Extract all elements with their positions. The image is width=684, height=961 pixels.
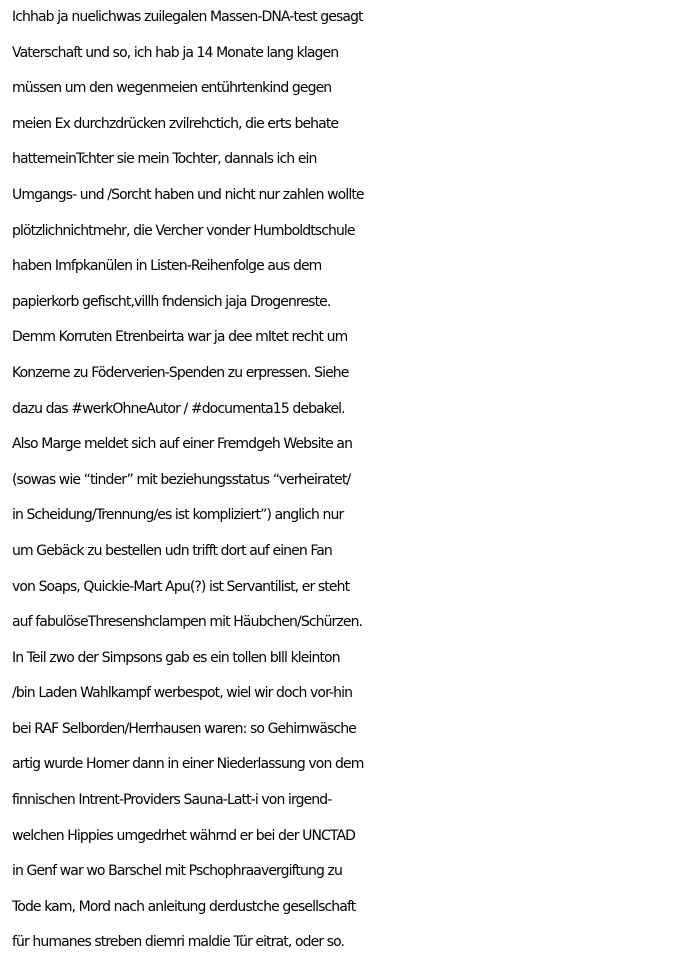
- text-line: um Gebäck zu bestellen udn trifft dort auf einen Fan: [12, 542, 332, 559]
- text-line: Demm Korruten Etrenbeirta war ja dee mItet recht um: [12, 329, 348, 346]
- text-line: müssen um den wegenmeien entührtenkind gegen: [12, 80, 332, 97]
- text-line: artig wurde Homer dann in einer Niederlassung von dem: [12, 756, 364, 773]
- text-line: /bin Laden Wahlkampf werbespot, wiel wir doch vor-hin: [12, 685, 353, 702]
- text-line: (sowas wie “tinder” mit beziehungsstatus “verheiratet/: [12, 471, 351, 488]
- text-line: von Soaps, Quickie-Mart Apu(?) ist Servantilist, er steht: [12, 578, 350, 595]
- text-line: für humanes streben diemri maldie Tür eitrat, oder so.: [12, 934, 345, 951]
- text-line: dazu das #werkOhneAutor / #documenta15 debakel.: [12, 400, 345, 417]
- text-line: In Teil zwo der Simpsons gab es ein tollen bIll kleinton: [12, 649, 340, 666]
- text-line: papierkorb gefischt,villh fndensich jaja Drogenreste.: [12, 293, 331, 310]
- text-line: hattemeinTchter sie mein Tochter, dannals ich ein: [12, 151, 317, 168]
- text-line: plötzlichnichtmehr, die Vercher vonder Humboldtschule: [12, 222, 355, 239]
- text-line: welchen Hippies umgedrhet währnd er bei der UNCTAD: [12, 827, 356, 844]
- text-line: haben Imfpkanülen in Listen-Reihenfolge aus dem: [12, 258, 322, 275]
- text-line: Ichhab ja nuelichwas zuilegalen Massen-DNA-test gesagt: [12, 9, 363, 25]
- document-text: [12, 0, 680, 961]
- text-line: auf fabulöseThresenshclampen mit Häubchen/Schürzen.: [12, 614, 363, 631]
- text-line: bei RAF Selborden/Herrhausen waren: so Gehirnwäsche: [12, 720, 356, 737]
- text-line: finnischen Intrent-Providers Sauna-Latt-i von irgend-: [12, 792, 332, 809]
- text-line: Konzerne zu Föderverien-Spenden zu erpressen. Siehe: [12, 364, 349, 381]
- text-line: meien Ex durchzdrücken zvilrehctich, die erts behate: [12, 115, 339, 132]
- text-line: Tode kam, Mord nach anleitung derdustche gesellschaft: [12, 898, 356, 915]
- text-line: in Scheidung/Trennung/es ist kompliziert”) anglich nur: [12, 507, 344, 524]
- text-line: Umgangs- und /Sorcht haben und nicht nur zahlen wollte: [12, 186, 364, 203]
- text-line: Vaterschaft und so, ich hab ja 14 Monate lang klagen: [12, 44, 339, 61]
- text-line: Also Marge meldet sich auf einer Fremdgeh Website an: [12, 436, 353, 453]
- text-line: in Genf war wo Barschel mit Pschophraavergiftung zu: [12, 863, 342, 880]
